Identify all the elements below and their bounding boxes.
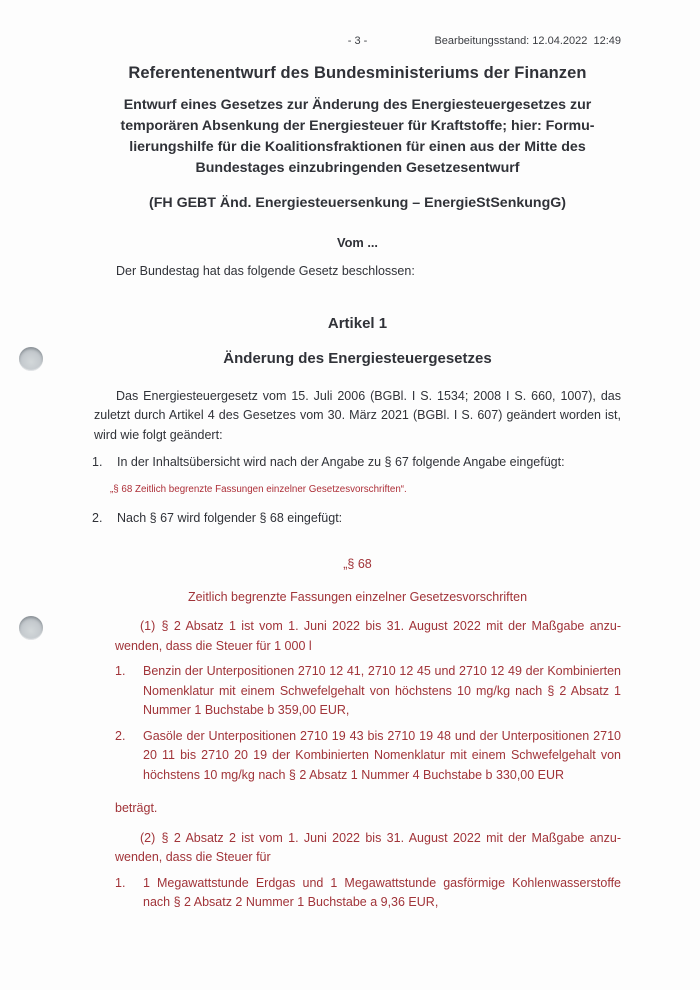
- edit-status: Bearbeitungsstand: 12.04.2022 12:49: [434, 35, 621, 47]
- enactment-clause: Der Bundestag hat das folgende Gesetz beschlossen:: [116, 264, 415, 278]
- article-heading: Artikel 1: [327, 314, 388, 332]
- betraegt-line: beträgt.: [115, 801, 158, 815]
- amendment-item-1-text: In der Inhaltsübersicht wird nach der Angabe zu § 67 folgende Angabe eingefügt:: [117, 455, 565, 469]
- fuel-item-gasoele: [115, 727, 621, 786]
- gas-item-erdgas-number: 1.: [115, 875, 126, 890]
- amendment-item-2-text: Nach § 67 wird folgender § 68 eingefügt:: [117, 510, 343, 525]
- article-subheading: Änderung des Energiesteuergesetzes: [223, 349, 492, 367]
- punch-hole-top: [19, 347, 43, 371]
- inserted-section-subheading: Zeitlich begrenzte Fassungen einzelner Gesetzesvorschriften: [187, 589, 528, 604]
- page-header: [94, 0, 621, 47]
- date-line: Vom ...: [336, 235, 378, 250]
- amendment-item-1: [92, 453, 621, 473]
- subtitle-line-2: temporären Absenkung der Energiesteuer für Kraftstoffe; hier: Formu-: [120, 118, 595, 134]
- header-spacer: [94, 35, 348, 47]
- page-content: [94, 0, 621, 913]
- fuel-item-gasoele-number: 2.: [115, 728, 126, 743]
- amendment-item-2-number: 2.: [92, 510, 103, 525]
- subtitle-line-1: Entwurf eines Gesetzes zur Änderung des Energiesteuergesetzes zur: [123, 97, 592, 113]
- inserted-toc-entry: „§ 68 Zeitlich begrenzte Fassungen einzelner Gesetzesvorschriften“.: [110, 483, 407, 495]
- page-number: - 3 -: [347, 35, 368, 47]
- document-subtitle: [94, 95, 621, 179]
- short-title: (FH GEBT Änd. Energiesteuersenkung – EnergieStSenkungG): [148, 195, 567, 211]
- inserted-paragraph-2: (2) § 2 Absatz 2 ist vom 1. Juni 2022 bis 31. August 2022 mit der Maßgabe anzuwenden, dass die Steuer für: [115, 830, 621, 864]
- fuel-item-benzin-text: Benzin der Unterpositionen 2710 12 41, 2710 12 45 und 2710 12 49 der Kombinierten Nomenklatur mit einem Schwefelgehalt von höchstens 10 mg/kg nach § 2 Absatz 1 Nummer 1 Buchstabe b 359,00 EUR,: [143, 664, 621, 717]
- article-intro: Das Energiesteuergesetz vom 15. Juli 2006 (BGBl. I S. 1534; 2008 I S. 660, 1007), das zuletzt durch Artikel 4 des Gesetzes vom 30. März 2021 (BGBl. I S. 607) geändert worden ist, wird wie folgt geändert:: [94, 388, 621, 442]
- amendment-item-1-number: 1.: [92, 455, 103, 469]
- fuel-item-benzin-number: 1.: [115, 664, 126, 678]
- subtitle-line-3: lierungshilfe für die Koalitionsfraktionen für einen aus der Mitte des: [129, 139, 586, 155]
- inserted-section-heading: „§ 68: [343, 557, 372, 571]
- punch-hole-bottom: [19, 616, 43, 640]
- fuel-item-gasoele-text: Gasöle der Unterpositionen 2710 19 43 bis 2710 19 48 und der Unterpositionen 2710 20 11 bis 2710 20 19 der Kombinierten Nomenklatur mit einem Schwefelgehalt von höchstens 10 mg/kg nach § 2 Absatz 1 Nummer 4 Buchstabe b 330,00 EUR: [143, 728, 621, 782]
- gas-item-erdgas-text: 1 Megawattstunde Erdgas und 1 Megawattstunde gasförmige Kohlenwasserstoffe nach § 2 Absatz 2 Nummer 1 Buchstabe a 9,36 EUR,: [143, 875, 621, 909]
- document-title: Referentenentwurf des Bundesministeriums der Finanzen: [128, 64, 587, 82]
- subtitle-line-4: Bundestages einzubringenden Gesetzesentwurf: [195, 160, 520, 176]
- gas-item-erdgas: [115, 874, 621, 913]
- amendment-item-2: [92, 509, 621, 529]
- inserted-section: [115, 555, 621, 913]
- inserted-paragraph-1: (1) § 2 Absatz 1 ist vom 1. Juni 2022 bis 31. August 2022 mit der Maßgabe anzuwenden, dass die Steuer für 1 000 l: [115, 619, 621, 653]
- fuel-item-benzin: [115, 662, 621, 721]
